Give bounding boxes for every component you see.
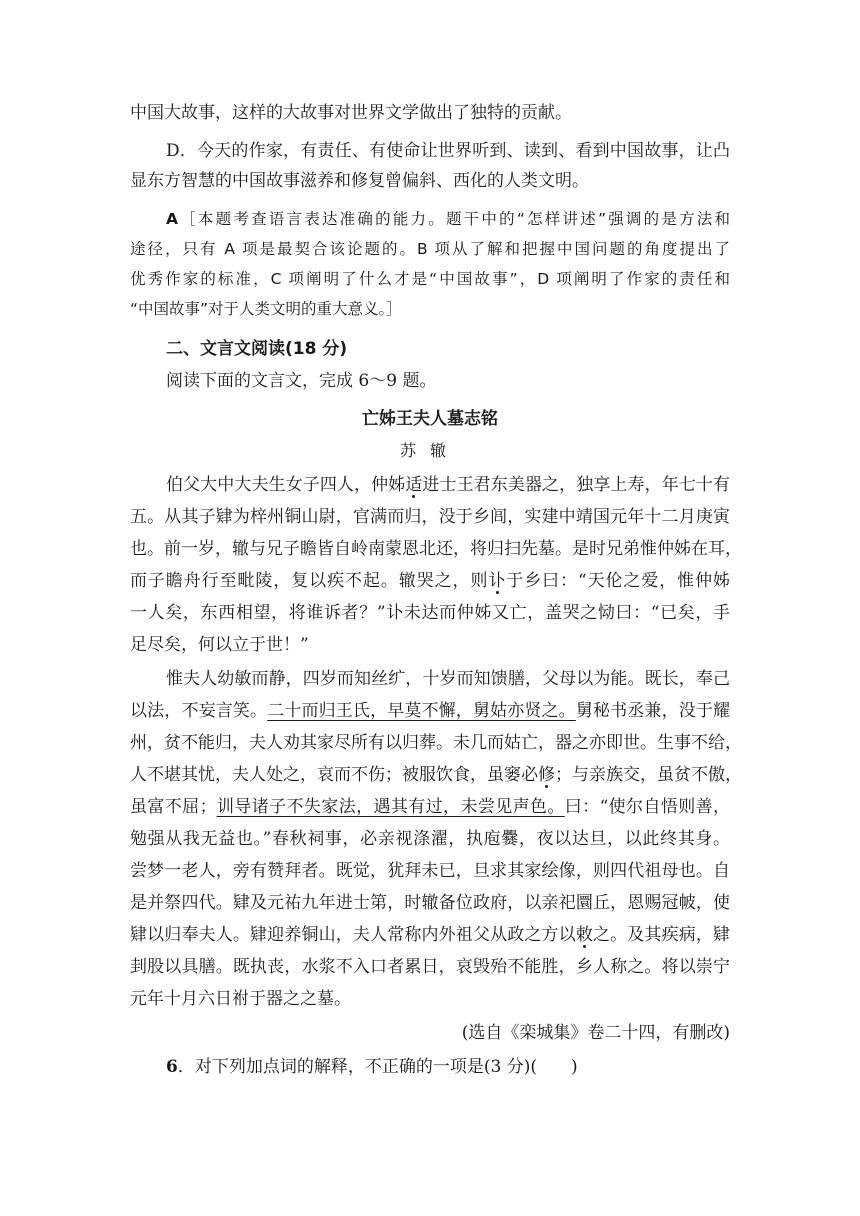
answer-line: “中国故事”对于人类文明的重大意义。］ [130,300,402,318]
passage-line [130,696,730,726]
passage-line [130,760,742,790]
passage-line [130,566,730,596]
answer-explanation: ［本题考查语言表达准确的能力。题干中的“怎样讲述”强调的是方法和 [178,210,730,228]
dotted-word: 适 [405,475,423,495]
passage-line: 也。前一岁，辙与兄子瞻皆自岭南蒙恩北还，将归扫先墓。是时兄弟惟仲姊在耳， [130,539,742,559]
text-span: 虽富不屈； [130,797,217,817]
text-span: 以法，不妄言笑。 [130,701,268,721]
source-citation: (选自《栾城集》卷二十四，有删改) [461,1023,730,1043]
passage-line: 州，贫不能归，夫人劝其家尽所有以归葬。未几而姑亡，器之亦即世。生事不给， [130,733,742,753]
passage-line: 刲股以具膳。既执丧，水浆不入口者累日，哀毁殆不能胜，乡人称之。将以崇宁 [130,957,730,977]
text-line: 中国大故事，这样的大故事对世界文学做出了独特的贡献。 [130,103,572,123]
text-span: 人不堪其忧，夫人处之，哀而不伤；被服饮食，虽窭必 [130,765,538,785]
passage-line: 元年十月六日祔于器之之墓。 [130,989,351,1009]
text-span: 于乡曰：“天伦之爱，惟仲姊 [506,571,731,591]
answer-line: 优秀作家的标准，C 项阐明了什么才是“中国故事”，D 项阐明了作家的责任和 [130,270,730,288]
passage-line: 足尽矣，何以立于世！” [130,635,309,655]
passage-line [130,920,730,950]
passage-author: 苏辙 [399,441,460,460]
text-span: 进士王君东美器之，独享上寿，年七十有 [422,475,730,495]
passage-line: 一人矣，东西相望，将谁诉者？”讣未达而仲姊又亡，盖哭之恸曰：“已矣，手 [130,603,730,623]
option-d-line: D．今天的作家，有责任、有使命让世界听到、读到、看到中国故事，让凸 [166,141,730,161]
passage-line: 勉强从我无益也。”春秋祠事，必亲视涤濯，执庖爨，夜以达旦，以此终其身。 [130,829,730,849]
passage-line: 五。从其子肄为梓州铜山尉，官满而归，没于乡闾，实建中靖国元年十二月庚寅 [130,507,730,527]
instruction-line: 阅读下面的文言文，完成 6～9 题。 [166,371,437,391]
text-span: ；与亲族交，虽贫不傲， [555,765,742,785]
passage-line: 惟夫人幼敏而静，四岁而知丝纩，十岁而知馈膳，父母以为能。既长，奉己 [166,669,730,689]
text-span: 之。及其疾病，肄 [592,925,731,945]
text-span: 而子瞻舟行至毗陵，复以疾不起。辙哭之，则 [130,571,489,591]
dotted-word: 敕 [575,925,593,945]
text-span: 肄以归奉夫人。肄迎养铜山，夫人常称内外祖父从政之方以 [130,925,576,945]
question-6 [130,1052,730,1082]
answer-letter: A [166,210,178,228]
text-span: 舅秘书丞兼，没于耀 [575,701,731,721]
section-heading: 二、文言文阅读(18 分) [166,339,348,359]
text-span: 伯父大中大夫生女子四人，仲姊 [166,475,406,495]
answer-line: 途径，只有 A 项是最契合该论题的。B 项从了解和把握中国问题的角度提出了 [130,240,730,258]
passage-title: 亡姊王夫人墓志铭 [362,409,498,429]
text-line: 显东方智慧的中国故事滋养和修复曾偏斜、西化的人类文明。 [130,171,589,191]
dotted-word: 讣 [488,571,507,591]
passage-line [130,792,730,822]
passage-line: 是并祭四代。肄及元祐九年进士第，时辙备位政府，以亲祀圜丘，恩赐冠帔，使 [130,893,730,913]
question-text: ．对下列加点词的解释，不正确的一项是(3 分)( ) [177,1057,578,1077]
dotted-word: 修 [538,765,555,785]
passage-line [130,470,730,500]
underlined-sentence: 二十而归王氏，早莫不懈，舅姑亦贤之。 [267,701,576,721]
answer-line [130,204,730,234]
question-number: 6 [166,1057,178,1077]
text-span: 曰：“使尔自悟则善， [564,797,731,817]
passage-line: 尝梦一老人，旁有赞拜者。既觉，犹拜未已，旦求其家绘像，则四代祖母也。自 [130,861,730,881]
underlined-sentence: 训导诸子不失家法，遇其有过，未尝见声色。 [216,797,565,817]
